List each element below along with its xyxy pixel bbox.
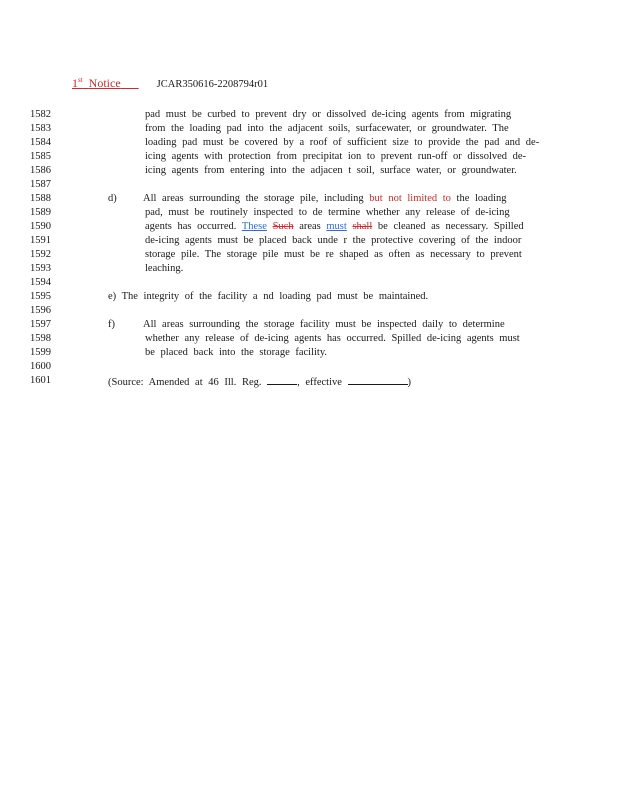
line-number: 1599 xyxy=(30,347,51,358)
source-blank-reg xyxy=(267,374,297,385)
para-f-line-1: All areas surrounding the storage facility must be inspected daily to determine xyxy=(143,319,505,330)
line-number: 1594 xyxy=(30,277,51,288)
para-d-line-3 xyxy=(145,220,524,234)
notice-word: Notice xyxy=(88,76,121,90)
para-f-line-2: whether any release of de-icing agents has occurred. Spilled de-icing agents must xyxy=(145,333,520,344)
line-number: 1595 xyxy=(30,291,51,302)
source-line xyxy=(108,374,411,390)
line-number: 1593 xyxy=(30,263,51,274)
deleted-text-shall: shall xyxy=(352,221,373,232)
line-number: 1591 xyxy=(30,235,51,246)
para1-line-1: pad must be curbed to prevent dry or dissolved de-icing agents from migrating xyxy=(145,109,512,120)
document-id: JCAR350616-2208794r01 xyxy=(156,79,269,90)
para-d-line-4: de-icing agents must be placed back unde r the protective covering of the indoor xyxy=(145,235,522,246)
para1-line-4: icing agents with protection from precipitat ion to prevent run-off or dissolved de- xyxy=(145,151,527,162)
line-number: 1590 xyxy=(30,221,51,232)
line-number: 1588 xyxy=(30,193,51,204)
para1-line-2: from the loading pad into the adjacent soils, surfacewater, or groundwater. The xyxy=(145,123,509,134)
para-d-line-6: leaching. xyxy=(145,263,184,274)
para-d-line-3-text-b: areas xyxy=(299,221,321,232)
inserted-text-must: must xyxy=(326,221,347,232)
para1-line-5: icing agents from entering into the adjacen t soil, surface water, or groundwater. xyxy=(145,165,517,176)
page-header xyxy=(72,76,268,91)
para-d-red-insertion: but not limited to xyxy=(369,193,451,204)
source-text-c: ) xyxy=(407,377,412,388)
line-number: 1601 xyxy=(30,375,51,386)
line-number: 1596 xyxy=(30,305,51,316)
source-text-b: , effective xyxy=(297,377,342,388)
line-number: 1598 xyxy=(30,333,51,344)
line-number: 1589 xyxy=(30,207,51,218)
source-text-a: (Source: Amended at 46 Ill. Reg. xyxy=(108,377,262,388)
line-number: 1600 xyxy=(30,361,51,372)
line-number: 1586 xyxy=(30,165,51,176)
para-f-line-3: be placed back into the storage facility. xyxy=(145,347,328,358)
deleted-text-such: Such xyxy=(272,221,294,232)
para-d-line-2: pad, must be routinely inspected to de termine whether any release of de-icing xyxy=(145,207,510,218)
para-d-line-1 xyxy=(143,192,507,206)
notice-number: 1 xyxy=(72,76,78,90)
line-number: 1592 xyxy=(30,249,51,260)
notice-label xyxy=(72,76,139,90)
line-number: 1587 xyxy=(30,179,51,190)
para-e-text: e) The integrity of the facility a nd loading pad must be maintained. xyxy=(108,291,429,302)
line-number: 1597 xyxy=(30,319,51,330)
para-f-marker: f) xyxy=(108,319,115,330)
source-blank-effective xyxy=(348,374,408,385)
para-d-line-5: storage pile. The storage pile must be re shaped as often as necessary to prevent xyxy=(145,249,522,260)
para-d-marker: d) xyxy=(108,193,117,204)
line-number: 1584 xyxy=(30,137,51,148)
para1-line-3: loading pad must be covered by a roof of sufficient size to provide the pad and de- xyxy=(145,137,540,148)
notice-superscript: st xyxy=(78,76,83,84)
line-number: 1583 xyxy=(30,123,51,134)
para-d-line-3-text-a: agents has occurred. xyxy=(145,221,237,232)
line-number: 1582 xyxy=(30,109,51,120)
inserted-text-these: These xyxy=(241,221,267,232)
para-d-line-3-text-c: be cleaned as necessary. Spilled xyxy=(377,221,524,232)
para-d-line-1-text-b: the loading xyxy=(456,193,507,204)
line-number: 1585 xyxy=(30,151,51,162)
para-d-line-1-text-a: All areas surrounding the storage pile, including xyxy=(143,193,364,204)
